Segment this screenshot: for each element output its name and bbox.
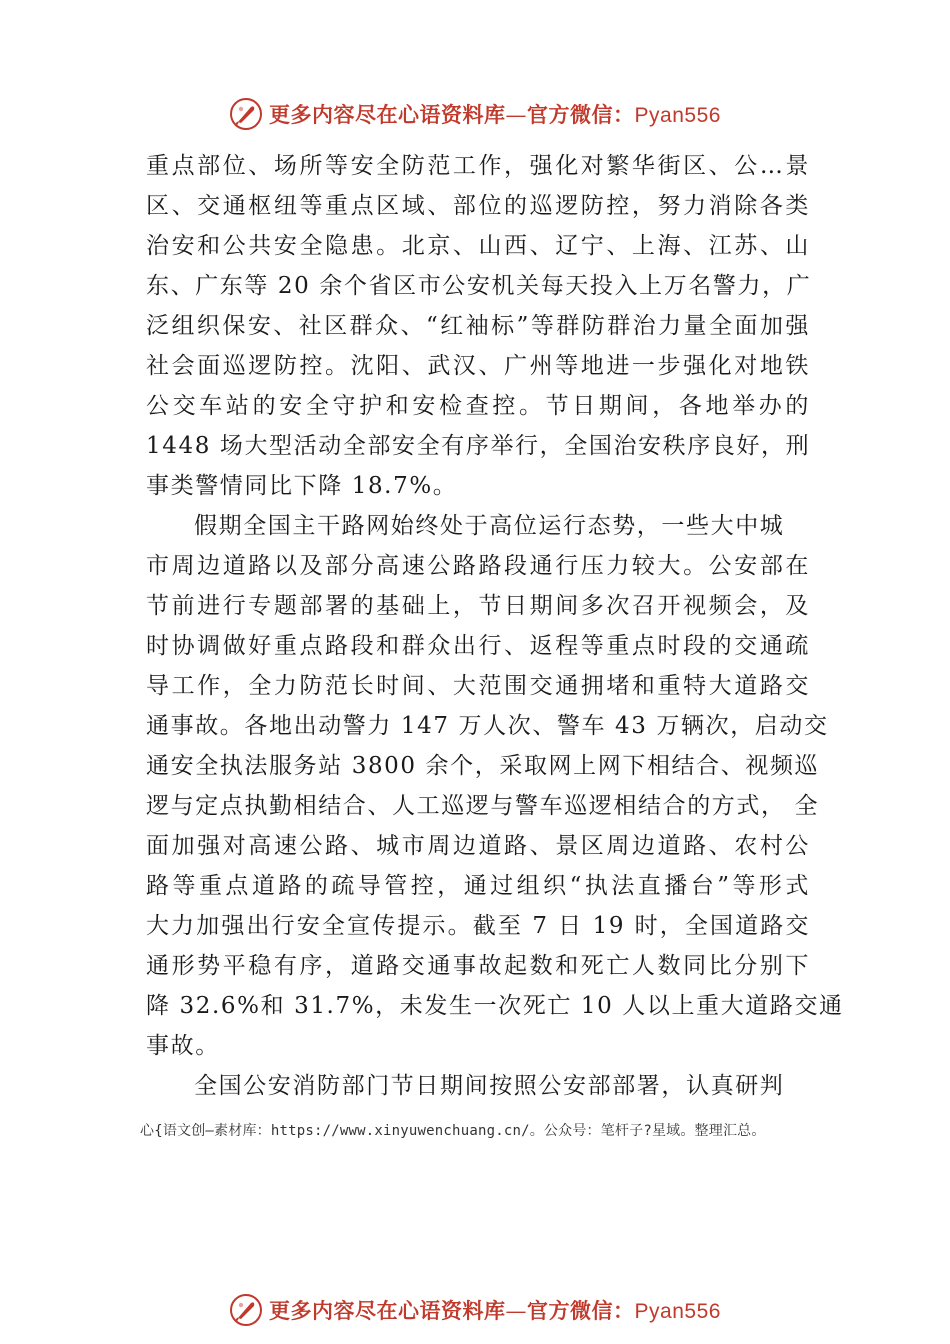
paragraph-start-line: 全国公安消防部门节日期间按照公安部部署，认真研判 bbox=[194, 1073, 785, 1099]
banner-text bbox=[269, 1295, 721, 1325]
text-line: 降 32.6%和 31.7%，未发生一次死亡 10 人以上重大道路交通 bbox=[146, 993, 844, 1019]
footer-source-note: 心{语文创—素材库：https://www.xinyuwenchuang.cn/。公众号：笔杆子?星域。整理汇总。 bbox=[140, 1123, 766, 1139]
banner-separator: — bbox=[505, 103, 528, 127]
banner-main-text: 更多内容尽在心语资料库 bbox=[269, 102, 506, 127]
text-line: 市周边道路以及部分高速公路路段通行压力较大。公安部在 bbox=[146, 553, 810, 579]
text-line: 泛组织保安、社区群众、“红袖标”等群防群治力量全面加强 bbox=[146, 313, 810, 339]
quill-pen-logo-icon bbox=[229, 1293, 263, 1327]
text-line: 事类警情同比下降 18.7%。 bbox=[146, 473, 458, 499]
text-line: 1448 场大型活动全部安全有序举行，全国治安秩序良好，刑 bbox=[146, 433, 811, 459]
text-line: 面加强对高速公路、城市周边道路、景区周边道路、农村公 bbox=[146, 833, 810, 859]
text-line: 大力加强出行安全宣传提示。截至 7 日 19 时，全国道路交 bbox=[146, 913, 810, 939]
banner-text bbox=[269, 99, 721, 129]
quill-pen-logo-icon bbox=[229, 97, 263, 131]
banner-label: 官方微信： bbox=[527, 102, 635, 127]
paragraph-start-line: 假期全国主干路网始终处于高位运行态势，一些大中城 bbox=[194, 513, 785, 539]
text-line: 重点部位、场所等安全防范工作，强化对繁华街区、公…景 bbox=[146, 153, 810, 179]
document-body bbox=[146, 146, 844, 1106]
text-line: 节前进行专题部署的基础上，节日期间多次召开视频会，及 bbox=[146, 593, 810, 619]
footer-banner bbox=[0, 1290, 950, 1330]
text-line: 治安和公共安全隐患。北京、山西、辽宁、上海、江苏、山 bbox=[146, 233, 810, 259]
text-line: 事故。 bbox=[146, 1033, 220, 1059]
text-line: 逻与定点执勤相结合、人工巡逻与警车巡逻相结合的方式， 全 bbox=[146, 793, 820, 819]
header-banner bbox=[0, 94, 950, 134]
text-line: 通安全执法服务站 3800 余个，采取网上网下相结合、视频巡 bbox=[146, 753, 820, 779]
text-line: 通形势平稳有序，道路交通事故起数和死亡人数同比分别下 bbox=[146, 953, 810, 979]
text-line: 公交车站的安全守护和安检查控。节日期间，各地举办的 bbox=[146, 393, 810, 419]
text-line: 时协调做好重点路段和群众出行、返程等重点时段的交通疏 bbox=[146, 633, 810, 659]
text-line: 路等重点道路的疏导管控，通过组织“执法直播台”等形式 bbox=[146, 873, 810, 899]
text-line: 区、交通枢纽等重点区域、部位的巡逻防控，努力消除各类 bbox=[146, 193, 810, 219]
text-line: 导工作，全力防范长时间、大范围交通拥堵和重特大道路交 bbox=[146, 673, 810, 699]
banner-separator: — bbox=[505, 1299, 528, 1323]
banner-label: 官方微信： bbox=[527, 1298, 635, 1323]
text-line: 社会面巡逻防控。沈阳、武汉、广州等地进一步强化对地铁 bbox=[146, 353, 810, 379]
banner-wechat-id: Pyan556 bbox=[634, 1300, 721, 1323]
text-line: 东、广东等 20 余个省区市公安机关每天投入上万名警力，广 bbox=[146, 273, 812, 299]
text-line: 通事故。各地出动警力 147 万人次、警车 43 万辆次，启动交 bbox=[146, 713, 829, 739]
banner-main-text: 更多内容尽在心语资料库 bbox=[269, 1298, 506, 1323]
banner-wechat-id: Pyan556 bbox=[634, 104, 721, 127]
